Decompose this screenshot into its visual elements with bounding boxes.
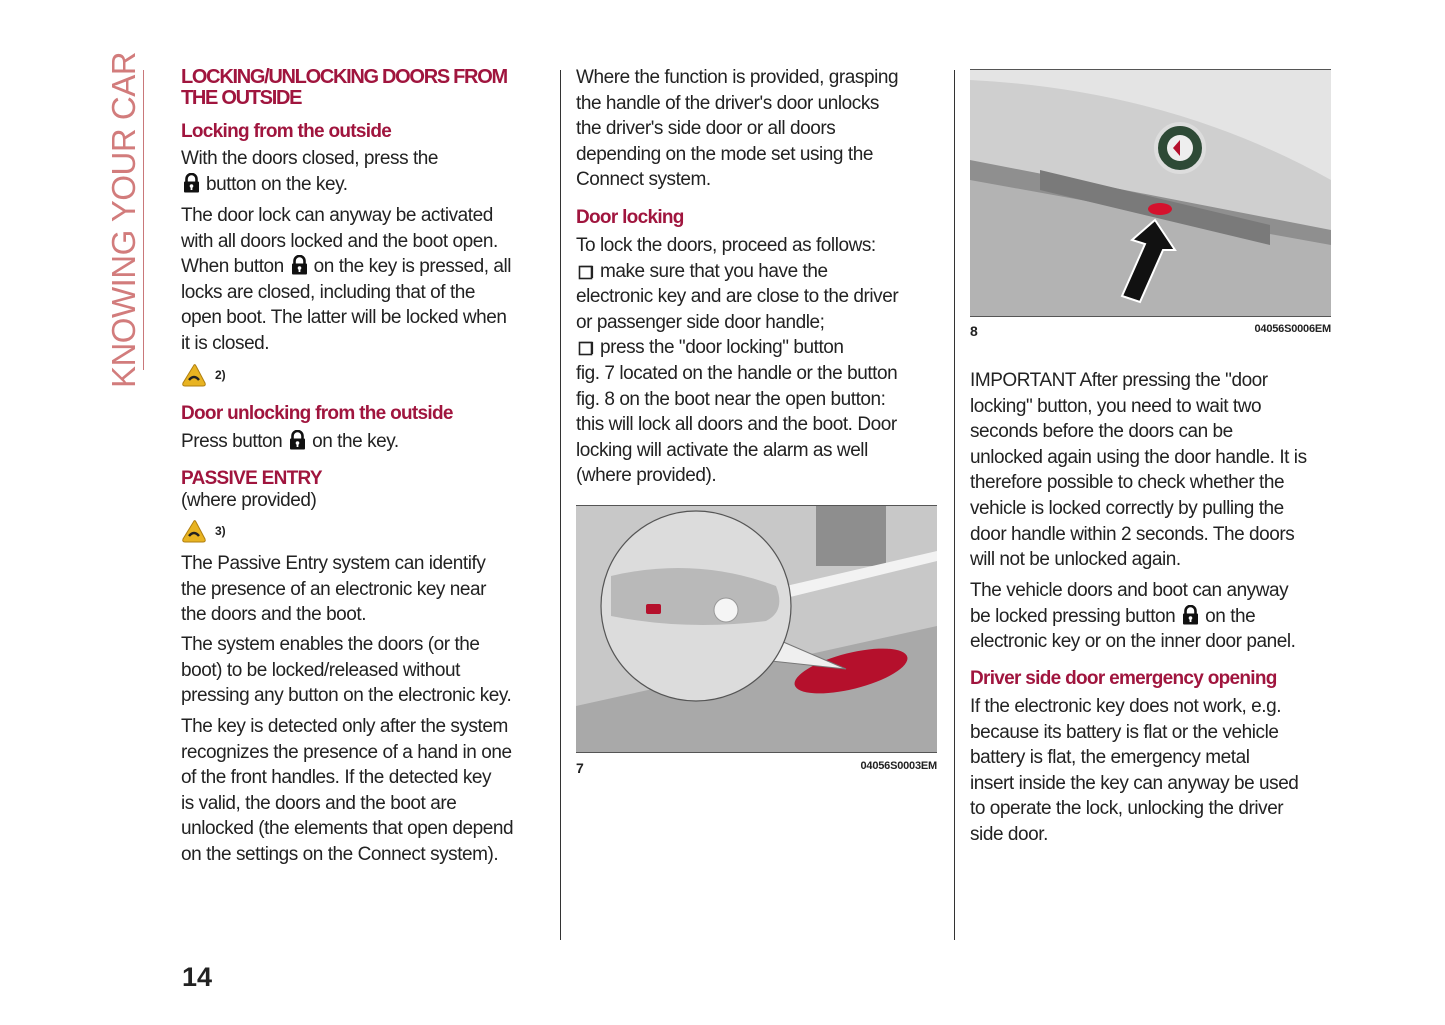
text-run: on the settings on the Connect system). — [181, 843, 499, 865]
boot-illustration — [970, 70, 1331, 316]
text-run: open boot. The latter will be locked when — [181, 307, 507, 329]
text-line — [970, 796, 1298, 822]
text-run: If the electronic key does not work, e.g. — [970, 696, 1282, 717]
text-run: recognizes the presence of a hand in one — [181, 741, 512, 763]
text-line — [181, 632, 511, 658]
text-run: is valid, the doors and the boot are — [181, 792, 457, 814]
text-run: the doors and the boot. — [181, 604, 367, 626]
text-line — [576, 116, 898, 142]
text-line — [970, 745, 1298, 771]
text-line — [576, 284, 898, 310]
text-line — [576, 65, 898, 91]
warning-icon — [181, 363, 207, 387]
text-run: The system enables the doors (or the — [181, 634, 480, 655]
figure-code: 04056S0003EM — [860, 760, 937, 772]
text-line — [181, 88, 507, 109]
text-run: The key is detected only after the system — [181, 716, 508, 737]
text-line — [576, 205, 684, 231]
text-line — [970, 578, 1295, 604]
text-line — [181, 658, 511, 684]
text-run: battery is flat, the emergency metal — [970, 747, 1250, 769]
column-divider — [954, 70, 955, 940]
text-run: Locking from the outside — [181, 121, 392, 142]
text-line — [181, 765, 513, 791]
section-side-tab-label: KNOWING YOUR CAR — [105, 51, 142, 389]
subheading-door-unlocking — [181, 401, 453, 427]
figure-8-boot-button — [970, 69, 1331, 317]
paragraph — [181, 714, 513, 868]
lock-icon — [183, 173, 200, 201]
text-line — [181, 714, 513, 740]
text-line — [181, 488, 316, 514]
text-line — [970, 547, 1307, 573]
text-line — [181, 740, 513, 766]
text-run: with all doors locked and the boot open. — [181, 230, 498, 252]
text-run: of the front handles. If the detected key — [181, 767, 492, 789]
text-line — [181, 602, 486, 628]
text-line — [970, 394, 1307, 420]
lock-icon — [291, 255, 308, 283]
paragraph-note — [181, 488, 316, 514]
text-line — [181, 401, 453, 427]
text-run: door handle within 2 seconds. The doors — [970, 523, 1295, 545]
text-line — [181, 146, 438, 172]
text-line — [181, 229, 511, 255]
text-run: The door lock can anyway be activated — [181, 205, 493, 226]
text-line — [181, 683, 511, 709]
text-run: unlocked (the elements that open depend — [181, 818, 514, 840]
text-run: Where the function is provided, grasping — [576, 67, 899, 88]
text-line — [181, 172, 438, 198]
subheading-locking-from-outside — [181, 119, 391, 145]
text-run: fig. 8 on the boot near the open button: — [576, 388, 886, 410]
text-run: Connect system. — [576, 169, 711, 191]
text-run: the handle of the driver's door unlocks — [576, 92, 879, 114]
side-tab-rule — [143, 70, 144, 370]
text-run: boot) to be locked/released without — [181, 659, 460, 681]
text-line — [576, 233, 898, 259]
subheading-door-locking — [576, 205, 684, 231]
text-line — [181, 842, 513, 868]
text-run: seconds before the doors can be — [970, 421, 1233, 443]
text-run: fig. 7 located on the handle or the button — [576, 362, 898, 384]
warning-reference — [181, 363, 226, 387]
text-run: therefore possible to check whether the — [970, 472, 1285, 494]
text-run: on the key. — [312, 431, 399, 452]
text-line — [181, 331, 511, 357]
text-run: it is closed. — [181, 332, 270, 354]
text-line — [576, 91, 898, 117]
text-run: Door unlocking from the outside — [181, 403, 453, 424]
paragraph — [576, 233, 898, 489]
text-run: unlocked again using the door handle. It is — [970, 446, 1307, 468]
text-run: Door locking — [576, 207, 684, 228]
text-run: because its battery is flat or the vehicle — [970, 721, 1279, 743]
paragraph — [181, 551, 486, 628]
page-number: 14 — [182, 962, 213, 992]
text-run: button on the key. — [206, 173, 348, 195]
text-run: be locked pressing button — [970, 605, 1181, 627]
text-line — [970, 666, 1277, 692]
text-line — [970, 694, 1298, 720]
text-line — [576, 412, 898, 438]
text-line — [970, 629, 1295, 655]
text-run: (where provided). — [576, 465, 717, 487]
text-run: on the key is pressed, all — [313, 256, 512, 278]
text-run: electronic key or on the inner door panel. — [970, 631, 1296, 653]
text-run: press the "door locking" button — [600, 337, 844, 359]
text-line — [181, 119, 391, 145]
text-line — [576, 361, 898, 387]
text-line — [181, 429, 399, 455]
text-line — [181, 254, 511, 280]
figure-7-caption — [576, 760, 937, 780]
text-line — [576, 142, 898, 168]
paragraph-important — [970, 368, 1307, 573]
text-run: With the doors closed, press the — [181, 148, 439, 169]
text-line — [181, 577, 486, 603]
warning-icon — [181, 519, 207, 543]
figure-number: 7 — [576, 760, 584, 776]
paragraph — [181, 429, 399, 455]
text-run: LOCKING/UNLOCKING DOORS FROM — [181, 66, 507, 88]
text-line — [970, 470, 1307, 496]
text-line — [181, 280, 511, 306]
text-line — [181, 305, 511, 331]
text-run: electronic key and are close to the driver — [576, 286, 899, 308]
text-run: To lock the doors, proceed as follows: — [576, 235, 876, 256]
text-run: THE OUTSIDE — [181, 87, 302, 109]
warning-ref-number: 2) — [215, 368, 226, 382]
text-run: PASSIVE ENTRY — [181, 468, 322, 489]
paragraph — [970, 578, 1295, 655]
text-line — [181, 551, 486, 577]
section-side-tab — [105, 51, 143, 389]
text-line — [576, 167, 898, 193]
text-line — [970, 822, 1298, 848]
text-run: this will lock all doors and the boot. Door — [576, 414, 897, 436]
text-line — [181, 791, 513, 817]
text-line — [576, 335, 898, 361]
text-run: to operate the lock, unlocking the driver — [970, 798, 1284, 820]
paragraph — [181, 632, 511, 709]
text-run: IMPORTANT After pressing the "door — [970, 370, 1268, 391]
text-run: Driver side door emergency opening — [970, 668, 1277, 689]
text-run: Press button — [181, 431, 288, 452]
text-line — [181, 816, 513, 842]
paragraph — [970, 694, 1298, 848]
text-line — [970, 604, 1295, 630]
text-run: depending on the mode set using the — [576, 143, 873, 165]
text-run: will not be unlocked again. — [970, 549, 1181, 571]
text-line — [576, 387, 898, 413]
text-line — [970, 445, 1307, 471]
text-line — [970, 368, 1307, 394]
text-run: make sure that you have the — [600, 260, 828, 282]
text-run: The Passive Entry system can identify — [181, 553, 486, 574]
text-run: the driver's side door or all doors — [576, 118, 836, 140]
text-line — [970, 419, 1307, 445]
subheading-emergency-opening — [970, 666, 1277, 692]
text-line — [181, 67, 507, 88]
text-run: (where provided) — [181, 490, 317, 511]
text-line — [576, 310, 898, 336]
paragraph — [181, 203, 511, 357]
text-run: The vehicle doors and boot can anyway — [970, 580, 1289, 601]
figure-7-door-handle — [576, 505, 937, 753]
text-run: When button — [181, 256, 289, 278]
figure-code: 04056S0006EM — [1254, 323, 1331, 335]
figure-8-caption — [970, 323, 1331, 343]
text-line — [970, 522, 1307, 548]
text-run: vehicle is locked correctly by pulling the — [970, 497, 1284, 519]
figure-number: 8 — [970, 323, 978, 339]
text-run: the presence of an electronic key near — [181, 578, 487, 600]
paragraph — [181, 146, 438, 197]
text-run: pressing any button on the electronic key. — [181, 685, 512, 707]
column-divider — [560, 70, 561, 940]
text-line — [576, 438, 898, 464]
text-line — [576, 259, 898, 285]
lock-icon — [289, 430, 306, 458]
paragraph — [576, 65, 898, 193]
text-line — [181, 203, 511, 229]
text-line — [970, 496, 1307, 522]
section-title — [181, 67, 507, 109]
text-run: insert inside the key can anyway be used — [970, 772, 1299, 794]
text-run: or passenger side door handle; — [576, 311, 825, 333]
warning-reference — [181, 519, 226, 543]
text-run: on the — [1205, 605, 1256, 627]
lock-icon — [1182, 605, 1199, 633]
door-handle-illustration — [576, 506, 937, 752]
text-line — [576, 463, 898, 489]
text-line — [970, 720, 1298, 746]
text-run: locking" button, you need to wait two — [970, 395, 1262, 417]
text-run: locks are closed, including that of the — [181, 281, 476, 303]
text-run: locking will activate the alarm as well — [576, 439, 868, 461]
text-run: side door. — [970, 823, 1048, 845]
text-line — [970, 771, 1298, 797]
warning-ref-number: 3) — [215, 524, 226, 538]
